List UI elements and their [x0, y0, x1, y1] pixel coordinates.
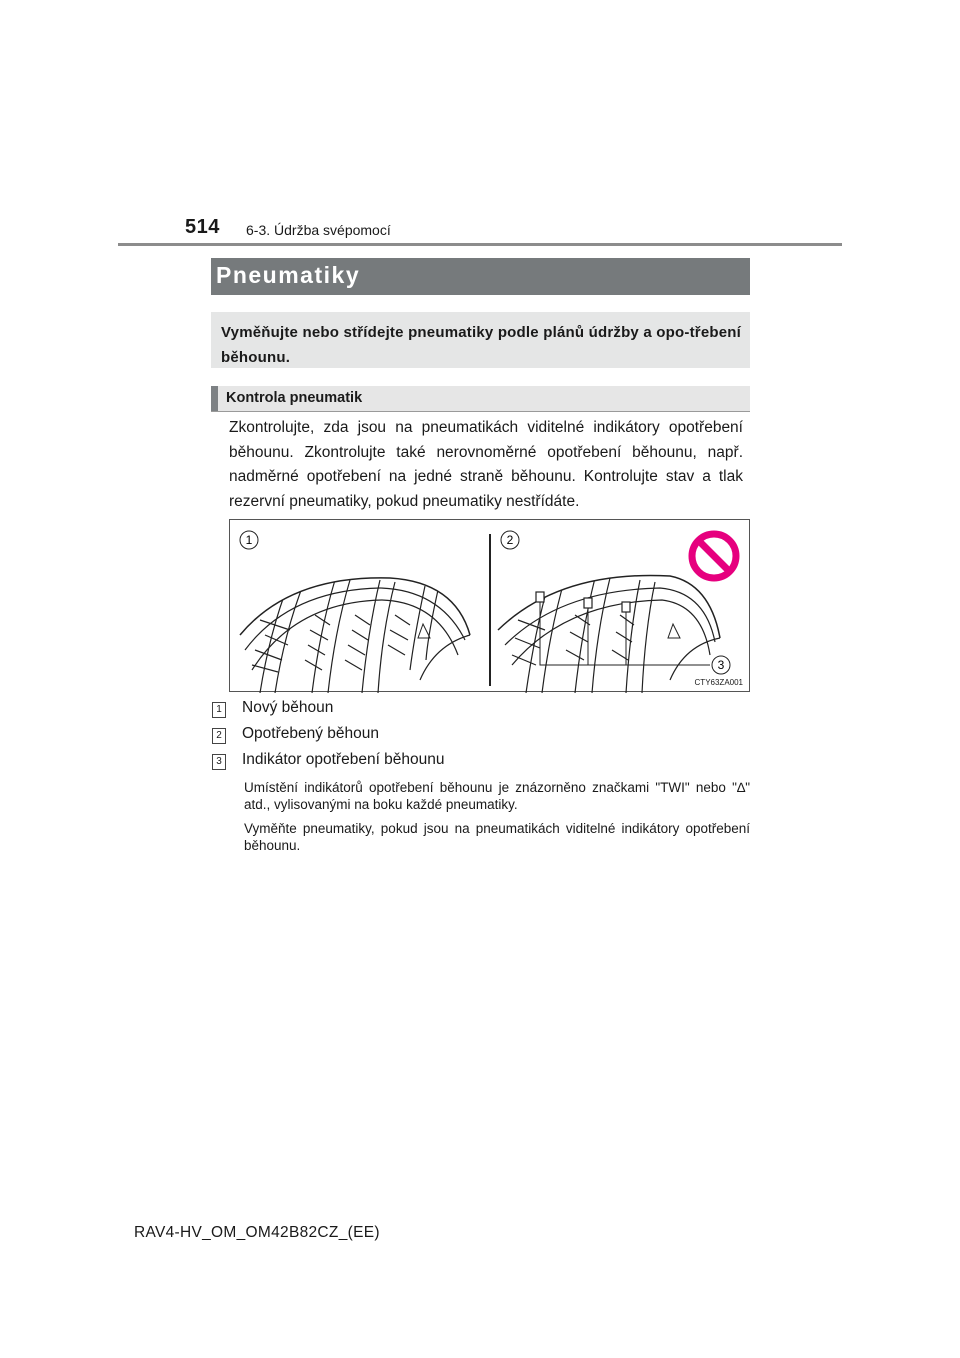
page-number: 514	[185, 216, 220, 238]
note-replace-tires: Vyměňte pneumatiky, pokud jsou na pneumatikách viditelné indikátory opotřebení běhounu.	[244, 821, 750, 853]
callout-2-label: 2	[506, 533, 514, 547]
note-twi-marks: Umístění indikátorů opotřebení běhounu je znázorněno značkami "TWI" nebo "∆" atd., vylisovanými na boku každé pneumatiky.	[244, 780, 750, 812]
legend-number: 1	[212, 702, 226, 718]
subheading-marker	[211, 386, 218, 411]
legend-number: 3	[212, 754, 226, 770]
tire-tread-figure	[229, 519, 750, 692]
page-title: Pneumatiky	[216, 262, 361, 288]
legend-number: 2	[212, 728, 226, 744]
new-tread-tire	[240, 578, 470, 693]
callout-3	[712, 656, 730, 674]
header-divider	[118, 243, 842, 246]
document-code: RAV4-HV_OM_OM42B82CZ_(EE)	[134, 1224, 380, 1241]
callout-1	[240, 531, 258, 549]
section-breadcrumb: 6-3. Údržba svépomocí	[246, 222, 391, 238]
intro-box	[211, 312, 750, 368]
subheading-text: Kontrola pneumatik	[226, 390, 363, 406]
legend-text: Indikátor opotřebení běhounu	[242, 751, 445, 768]
intro-text: Vyměňujte nebo střídejte pneumatiky podle plánů údržby a opo-třebení běhounu.	[221, 324, 741, 366]
figure-code: CTY63ZA001	[694, 678, 743, 687]
prohibited-icon	[692, 534, 736, 578]
page-title-bar	[211, 258, 750, 295]
callout-3-label: 3	[717, 658, 725, 672]
callout-1-label: 1	[245, 533, 253, 547]
legend-text: Opotřebený běhoun	[242, 725, 380, 742]
tire-illustration	[230, 520, 751, 693]
legend-text: Nový běhoun	[242, 699, 334, 716]
worn-tread-tire	[498, 575, 720, 693]
body-paragraph: Zkontrolujte, zda jsou na pneumatikách viditelné indikátory opotřebení běhounu. Zkontrolujte také nerovnoměrné opotřebení běhounu, např. nadměrné opotřebení na jedné straně běhounu. Kontrolujte stav a tlak rezervní pneumatiky, pokud pneumatiky nestřídáte.	[229, 419, 743, 510]
subheading-bar	[211, 386, 750, 412]
callout-2	[501, 531, 519, 549]
